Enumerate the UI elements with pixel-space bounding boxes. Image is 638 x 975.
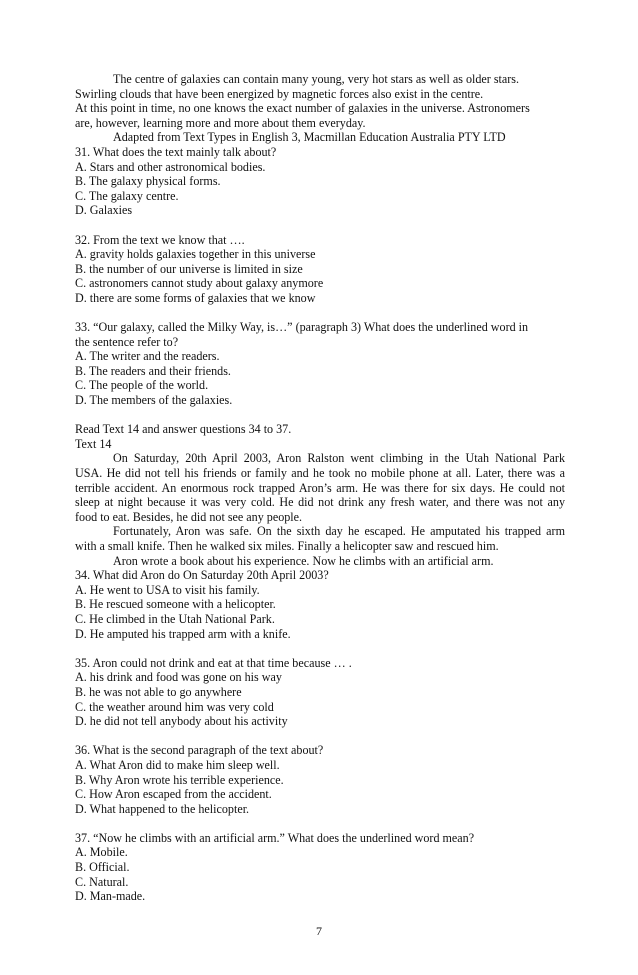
option-34-d: D. He amputed his trapped arm with a knife. — [75, 626, 291, 641]
question-34: 34. What did Aron do On Saturday 20th April 2003? — [75, 568, 329, 583]
option-37-d: D. Man-made. — [75, 889, 146, 904]
text14-line: with a small knife. Then he walked six miles. Finally a helicopter saw and rescued him. — [75, 539, 499, 553]
option-34-c: C. He climbed in the Utah National Park. — [75, 611, 275, 626]
option-34-b: B. He rescued someone with a helicopter. — [75, 597, 276, 612]
passage-line: At this point in time, no one knows the exact number of galaxies in the universe. Astronomers — [75, 101, 530, 116]
question-35: 35. Aron could not drink and eat at that time because … . — [75, 655, 352, 670]
text14-line: sleep at night because it was very cold. He did not drink any fresh water, and there was not any — [75, 495, 565, 510]
option-31-a: A. Stars and other astronomical bodies. — [75, 159, 266, 174]
option-31-b: B. The galaxy physical forms. — [75, 174, 221, 189]
page-content — [75, 72, 565, 904]
passage-line: are, however, learning more and more about them everyday. — [75, 115, 366, 130]
option-33-a: A. The writer and the readers. — [75, 349, 220, 364]
option-36-b: B. Why Aron wrote his terrible experience. — [75, 772, 284, 787]
option-32-b: B. the number of our universe is limited in size — [75, 261, 303, 276]
option-33-c: C. The people of the world. — [75, 378, 209, 393]
option-31-c: C. The galaxy centre. — [75, 188, 179, 203]
question-37: 37. “Now he climbs with an artificial arm.” What does the underlined word mean? — [75, 830, 475, 845]
passage-line: Swirling clouds that have been energized by magnetic forces also exist in the centre. — [75, 86, 484, 101]
option-37-a: A. Mobile. — [75, 845, 128, 860]
page-number: 7 — [316, 924, 322, 938]
question-32: 32. From the text we know that …. — [75, 232, 245, 247]
option-35-b: B. he was not able to go anywhere — [75, 684, 242, 699]
question-31: 31. What does the text mainly talk about? — [75, 144, 277, 159]
option-36-d: D. What happened to the helicopter. — [75, 801, 250, 816]
passage-line: The centre of galaxies can contain many young, very hot stars as well as older stars. — [113, 72, 520, 86]
text14-line: Fortunately, Aron was safe. On the sixth day he escaped. He amputated his trapped arm — [113, 524, 565, 539]
option-33-b: B. The readers and their friends. — [75, 363, 231, 378]
option-34-a: A. He went to USA to visit his family. — [75, 582, 260, 597]
option-31-d: D. Galaxies — [75, 203, 133, 218]
option-32-a: A. gravity holds galaxies together in this universe — [75, 247, 316, 262]
option-35-d: D. he did not tell anybody about his activity — [75, 714, 288, 729]
option-36-c: C. How Aron escaped from the accident. — [75, 787, 272, 802]
text14-line: terrible accident. An enormous rock trapped Aron’s arm. He was there for six days. He could not — [75, 480, 565, 495]
option-35-c: C. the weather around him was very cold — [75, 699, 274, 714]
text14-line: On Saturday, 20th April 2003, Aron Ralston went climbing in the Utah National Park — [113, 451, 565, 466]
option-37-b: B. Official. — [75, 860, 130, 875]
text14-line: Aron wrote a book about his experience. Now he climbs with an artificial arm. — [113, 553, 494, 568]
option-37-c: C. Natural. — [75, 874, 129, 889]
text14-line: food to eat. Besides, he did not see any people. — [75, 509, 303, 524]
option-33-d: D. The members of the galaxies. — [75, 393, 233, 408]
text-label: Text 14 — [75, 436, 112, 451]
text14-line: USA. He did not tell his friends or family and he took no mobile phone at all. Later, there was a — [75, 466, 565, 481]
option-32-c: C. astronomers cannot study about galaxy anymore — [75, 276, 324, 291]
option-32-d: D. there are some forms of galaxies that we know — [75, 290, 316, 305]
question-36: 36. What is the second paragraph of the text about? — [75, 743, 324, 758]
source-citation: Adapted from Text Types in English 3, Macmillan Education Australia PTY LTD — [113, 130, 506, 145]
option-36-a: A. What Aron did to make him sleep well. — [75, 757, 280, 772]
option-35-a: A. his drink and food was gone on his way — [75, 670, 282, 685]
question-33: 33. “Our galaxy, called the Milky Way, is…” (paragraph 3) What does the underlined word in — [75, 320, 529, 335]
instruction: Read Text 14 and answer questions 34 to 37. — [75, 422, 292, 437]
question-33-cont: the sentence refer to? — [75, 334, 179, 349]
